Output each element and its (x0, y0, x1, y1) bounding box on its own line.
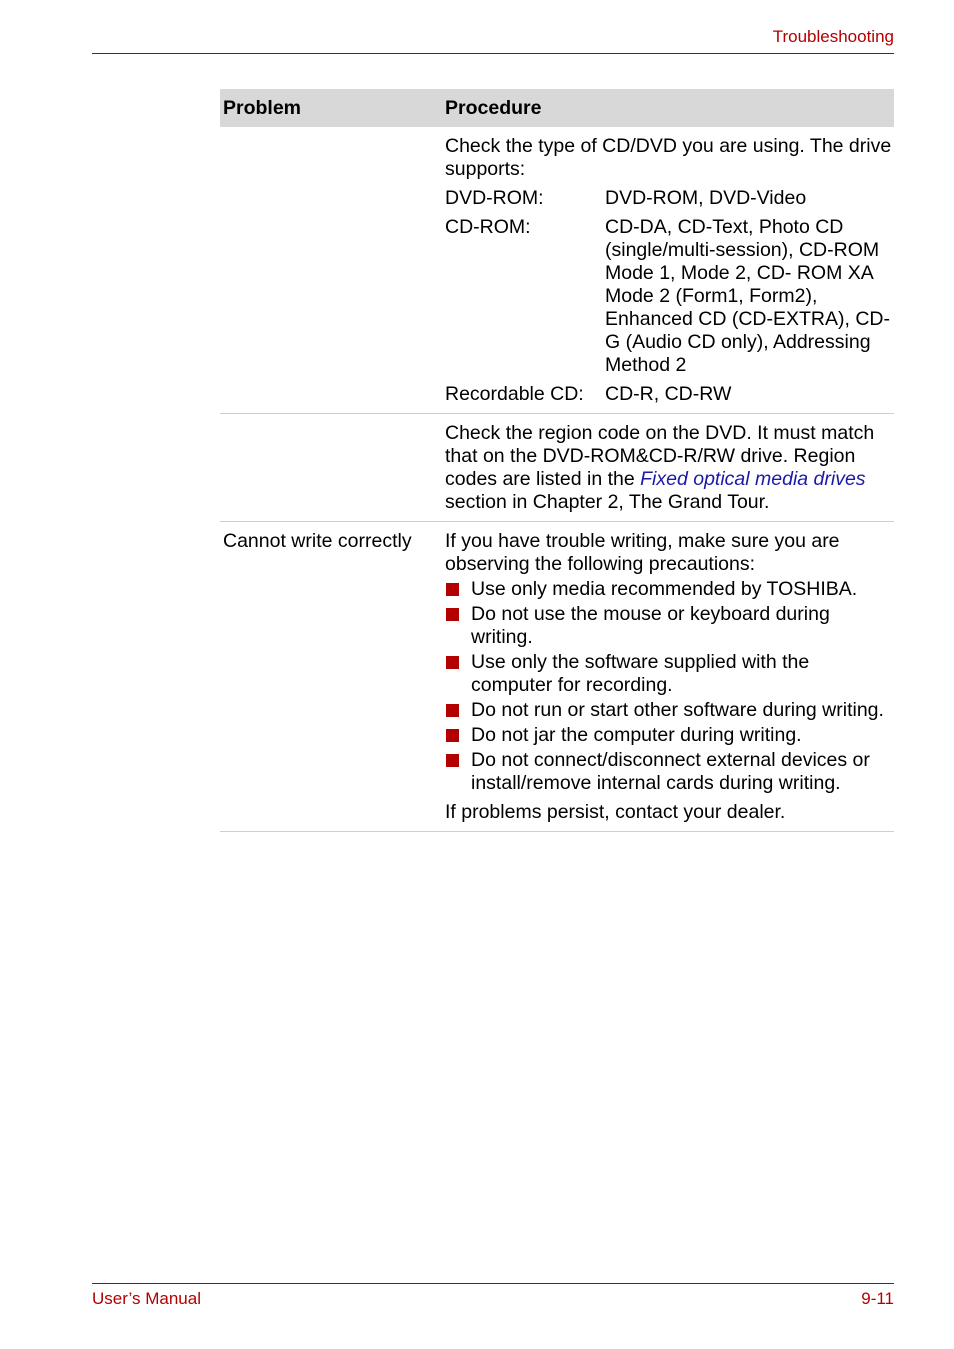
procedure-intro: If you have trouble writing, make sure you are observing the following precautions: (445, 530, 840, 575)
spec-value: CD-R, CD-RW (605, 383, 732, 405)
column-header-problem: Problem (223, 97, 302, 119)
bullet-square-icon (446, 754, 459, 767)
list-item-text: Do not jar the computer during writing. (471, 724, 802, 746)
text-before-link: Check the region code on the DVD. It must match that on the DVD-ROM&CD-R/RW drive. Region codes are listed in the (445, 422, 875, 490)
footer-rule (92, 1283, 894, 1284)
precautions-list (445, 578, 894, 795)
text-after-link: section in Chapter 2, The Grand Tour. (445, 491, 770, 513)
header-rule (92, 53, 894, 54)
spec-key: CD-ROM: (445, 216, 531, 238)
list-item (445, 603, 894, 649)
spec-key: DVD-ROM: (445, 187, 544, 209)
list-item-text: Do not run or start other software during writing. (471, 699, 884, 721)
bullet-square-icon (446, 656, 459, 669)
list-item-text: Do not use the mouse or keyboard during writing. (471, 603, 830, 648)
spec-row-dvd-rom (445, 187, 894, 210)
problem-cell: Cannot write correctly (223, 530, 412, 552)
list-item-text: Do not connect/disconnect external devices or install/remove internal cards during writing. (471, 749, 870, 794)
spec-row-cd-rom (445, 216, 894, 377)
column-header-procedure: Procedure (445, 97, 542, 119)
list-item (445, 724, 894, 747)
table-row-region-code (220, 414, 894, 522)
bullet-square-icon (446, 729, 459, 742)
procedure-cell (445, 127, 894, 413)
list-item-text: Use only the software supplied with the computer for recording. (471, 651, 810, 696)
bullet-square-icon (446, 608, 459, 621)
bullet-square-icon (446, 704, 459, 717)
spec-value: CD-DA, CD-Text, Photo CD (single/multi-session), CD-ROM Mode 1, Mode 2, CD- ROM XA Mode 2 (Form1, Form2), Enhanced CD (CD-EXTRA), CD-G (Audio CD only), Addressing Method 2 (605, 216, 890, 376)
spec-key: Recordable CD: (445, 383, 584, 405)
procedure-cell (445, 414, 894, 521)
footer-manual-title: User’s Manual (92, 1289, 201, 1308)
list-item-text: Use only media recommended by TOSHIBA. (471, 578, 858, 600)
list-item (445, 578, 894, 601)
spec-value: DVD-ROM, DVD-Video (605, 187, 807, 209)
list-item (445, 699, 894, 722)
procedure-cell (445, 522, 894, 831)
list-item (445, 749, 894, 795)
fixed-optical-media-drives-link[interactable]: Fixed optical media drives (640, 468, 866, 490)
bullet-square-icon (446, 583, 459, 596)
table-row-cannot-write (220, 522, 894, 832)
header-section-title: Troubleshooting (772, 27, 894, 46)
spec-row-recordable-cd (445, 383, 894, 406)
procedure-closing: If problems persist, contact your dealer. (445, 801, 786, 823)
procedure-intro: Check the type of CD/DVD you are using. The drive supports: (445, 135, 892, 180)
table-header (220, 89, 894, 127)
troubleshooting-table (220, 89, 894, 832)
footer-page-number: 9-11 (861, 1289, 894, 1308)
list-item (445, 651, 894, 697)
table-row-disc-type (220, 127, 894, 414)
procedure-text (445, 422, 894, 514)
